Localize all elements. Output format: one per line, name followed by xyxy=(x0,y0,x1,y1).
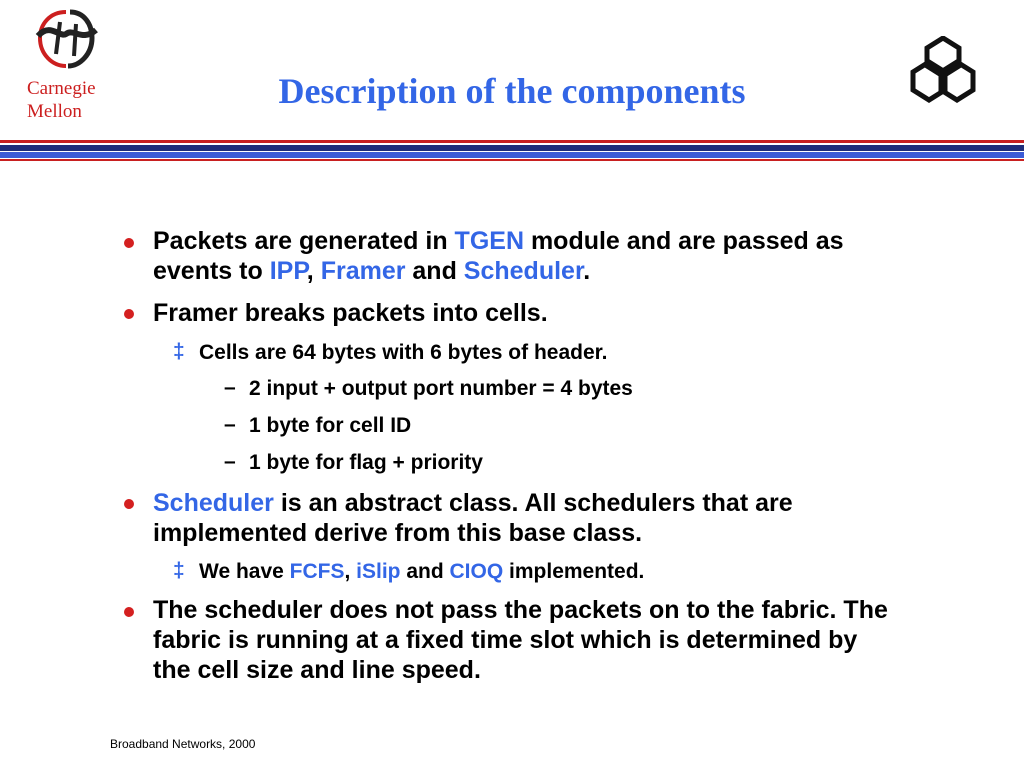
keyword-framer: Framer xyxy=(320,257,406,285)
carnegie-mellon-logo-icon xyxy=(30,8,102,72)
bullet-dot xyxy=(124,607,134,617)
interlocked-rings-logo-icon xyxy=(907,36,979,108)
detail-port-number: 2 input + output port number = 4 bytes xyxy=(249,377,633,400)
sub-bullet-implemented xyxy=(199,559,899,585)
dash-mark: – xyxy=(224,413,236,436)
text: and xyxy=(405,257,464,285)
keyword-ipp: IPP xyxy=(269,257,307,285)
logo-text-line-1: Carnegie xyxy=(27,78,96,99)
text: module and are passed as events to xyxy=(153,227,844,285)
bullet-dot xyxy=(124,309,134,319)
bullet-2: Framer breaks packets into cells. xyxy=(153,299,548,327)
sub-bullet-mark: ‡ xyxy=(173,559,185,582)
text: . xyxy=(583,257,591,285)
text: We have xyxy=(199,560,290,583)
keyword-fcfs: FCFS xyxy=(289,560,345,583)
keyword-cioq: CIOQ xyxy=(449,560,504,583)
footer-text: Broadband Networks, 2000 xyxy=(110,737,256,751)
text: Packets are generated in xyxy=(153,227,455,255)
text: is an abstract class. All schedulers that are implemented derive from this base class. xyxy=(153,489,793,547)
keyword-scheduler: Scheduler xyxy=(463,257,584,285)
keyword-islip: iSlip xyxy=(356,560,401,583)
bullet-dot xyxy=(124,499,134,509)
bullet-3 xyxy=(153,488,893,548)
bullet-dot xyxy=(124,238,134,248)
header-divider-stripes xyxy=(0,140,1024,162)
sub-bullet-mark: ‡ xyxy=(173,340,185,363)
bullet-1 xyxy=(153,226,913,286)
slide-title: Description of the components xyxy=(278,71,746,111)
detail-flag-priority: 1 byte for flag + priority xyxy=(249,451,483,474)
text: and xyxy=(400,560,450,583)
logo-text-line-2: Mellon xyxy=(27,101,82,122)
text: implemented. xyxy=(503,560,645,583)
detail-cell-id: 1 byte for cell ID xyxy=(249,414,412,437)
keyword-tgen: TGEN xyxy=(454,227,524,255)
text: , xyxy=(306,257,321,285)
bullet-4: The scheduler does not pass the packets on to the fabric. The fabric is running at a fixed time slot which is determined by the cell size and line speed. xyxy=(153,596,888,684)
keyword-scheduler: Scheduler xyxy=(153,489,274,517)
dash-mark: – xyxy=(224,450,236,473)
sub-bullet-cells: Cells are 64 bytes with 6 bytes of header. xyxy=(199,341,608,364)
text: , xyxy=(344,560,357,583)
dash-mark: – xyxy=(224,376,236,399)
